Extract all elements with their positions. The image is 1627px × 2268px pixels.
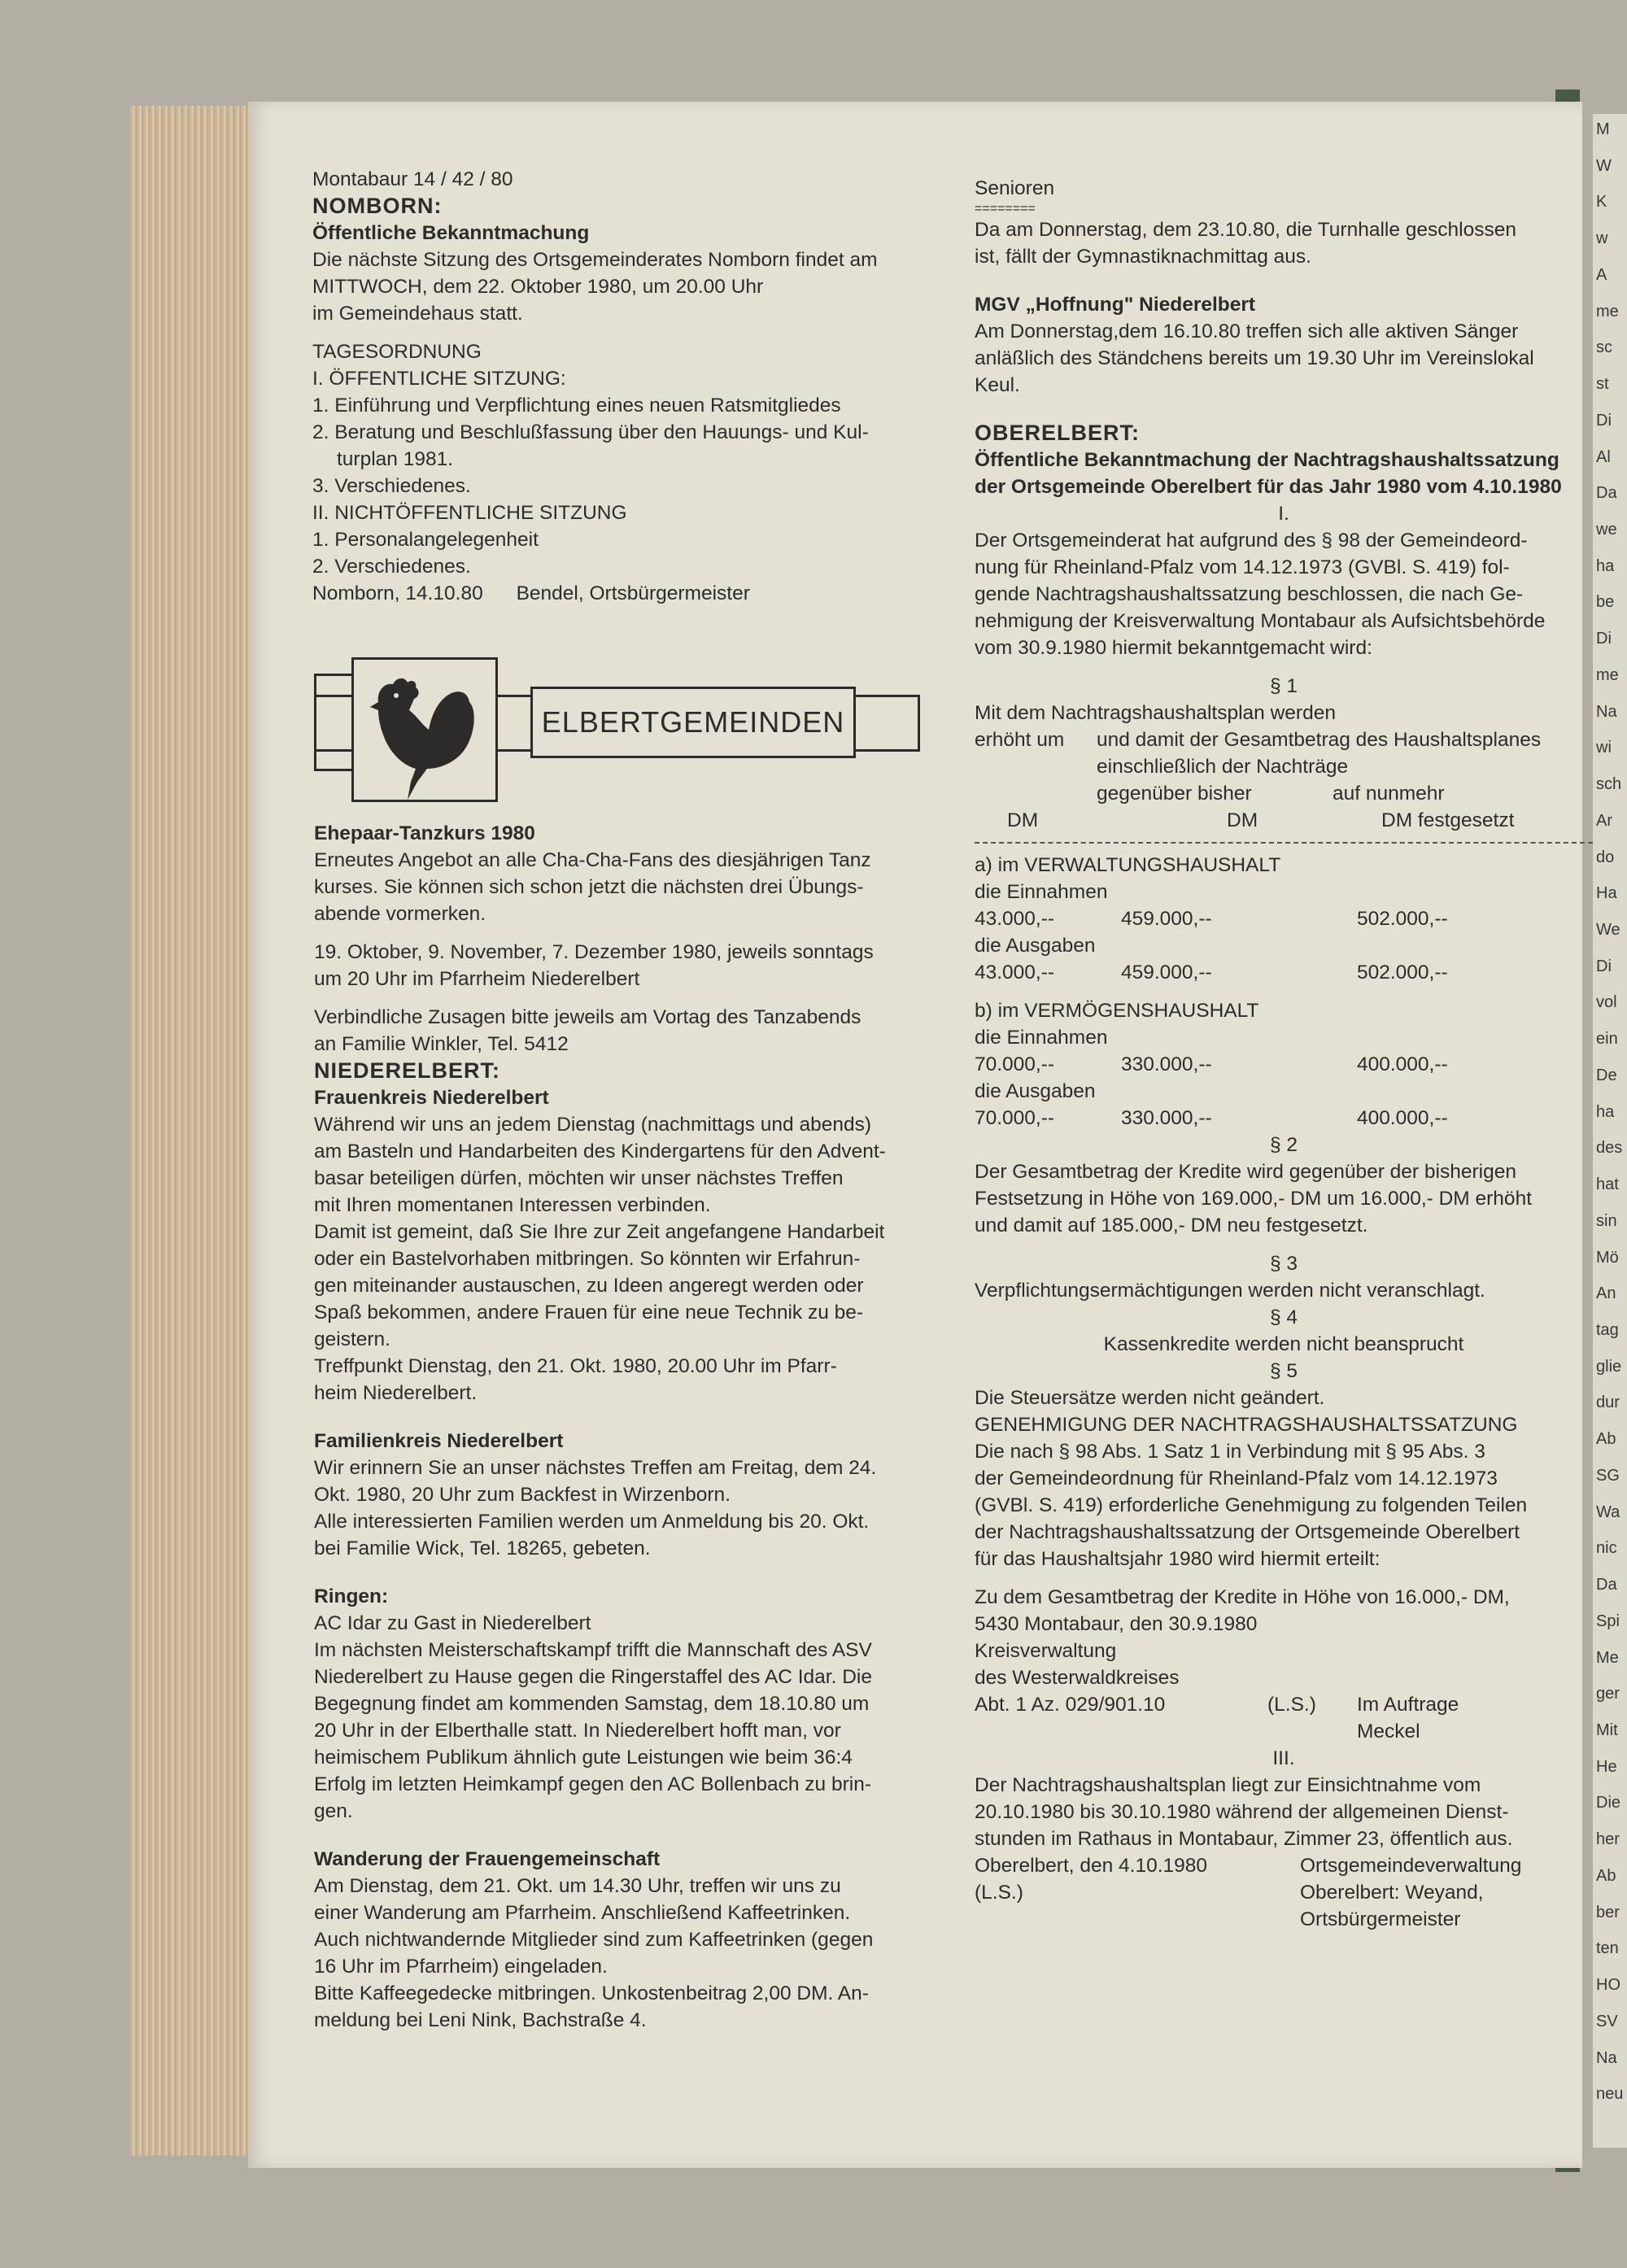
frauenkreis-line: oder ein Bastelvorhaben mitbringen. So könnten wir Erfahrun- [314,1248,861,1270]
next-page-text-fragment: K [1596,193,1607,212]
oberelbert-heading: OBERELBERT: [975,421,1141,445]
next-page-text-fragment: HO [1596,1976,1620,1995]
next-page-text-fragment: ten [1596,1939,1619,1958]
ringen-line: Begegnung findet am kommenden Samstag, dem 18.10.80 um [314,1693,870,1715]
tanzkurs-line: kurses. Sie können sich schon jetzt die nächsten drei Übungs- [314,876,864,898]
nomborn-title: Öffentliche Bekanntmachung [312,222,590,244]
nomborn-heading: NOMBORN: [312,194,443,218]
wanderung-line: einer Wanderung am Pfarrheim. Anschließend Kaffeetrinken. [314,1902,851,1924]
frauenkreis-line: mit Ihren momentanen Interessen verbinden. [314,1194,711,1216]
paragraph-5-heading: § 5 [1269,1360,1298,1382]
a-aus-label: die Ausgaben [975,935,1096,957]
next-page-text-fragment: Di [1596,630,1612,648]
familienkreis-line: Okt. 1980, 20 Uhr zum Backfest in Wirzenborn. [314,1484,731,1506]
ringen-line: heimischem Publikum ähnlich gute Leistungen wie beim 36:4 [314,1747,853,1769]
banner-label-box [530,687,856,758]
senioren-line: Da am Donnerstag, dem 23.10.80, die Turnhalle geschlossen [975,219,1516,241]
senioren-underline: ======== [975,202,1036,216]
table-cell: 459.000,-- [1121,962,1212,984]
table-row [975,905,1593,932]
ringen-line: AC Idar zu Gast in Niederelbert [314,1612,591,1634]
a-title: a) im VERWALTUNGSHAUSHALT [975,854,1281,876]
next-page-text-fragment: Al [1596,447,1611,466]
kredite-line: Zu dem Gesamtbetrag der Kredite in Höhe von 16.000,- DM, [975,1586,1510,1608]
next-page-text-fragment: nic [1596,1539,1617,1558]
familienkreis-line: bei Familie Wick, Tel. 18265, gebeten. [314,1537,651,1559]
ringen-line: Im nächsten Meisterschaftskampf trifft die Mannschaft des ASV [314,1639,872,1661]
next-page-text-fragment: A [1596,265,1607,284]
table-cell: 70.000,-- [975,1107,1055,1129]
next-page-text-fragment: Mö [1596,1248,1619,1267]
oberelbert-intro: vom 30.9.1980 hiermit bekanntgemacht wird: [975,637,1372,659]
table-units-row [975,807,1593,834]
wanderung-line: Auch nichtwandernde Mitglieder sind zum Kaffeetrinken (gegen [314,1929,874,1951]
nomborn-line: im Gemeindehaus statt. [312,303,523,325]
agenda-item: 1. Personalangelegenheit [312,529,539,551]
next-page-text-fragment: st [1596,375,1609,394]
next-page-text-fragment: M [1596,120,1610,138]
next-page-text-fragment: hat [1596,1175,1619,1194]
auslegung-line: Der Nachtragshaushaltsplan liegt zur Einsichtnahme vom [975,1774,1481,1796]
genehmigung-line: der Nachtragshaushaltssatzung der Ortsgemeinde Oberelbert [975,1521,1520,1543]
left-column [312,166,947,607]
col-head-total: und damit der Gesamtbetrag des Haushaltsplanes [1097,729,1542,751]
nomborn-line: Die nächste Sitzung des Ortsgemeinderates Nomborn findet am [312,249,878,271]
frauenkreis-title: Frauenkreis Niederelbert [314,1087,549,1109]
nomborn-signature: Nomborn, 14.10.80 Bendel, Ortsbürgermeister [312,582,750,604]
table-cell: 502.000,-- [1357,962,1448,984]
ringen-line: gen. [314,1800,353,1822]
tanzkurs-line: Erneutes Angebot an alle Cha-Cha-Fans des diesjährigen Tanz [314,849,871,871]
nomborn-line: MITTWOCH, dem 22. Oktober 1980, um 20.00 Uhr [312,276,764,298]
signatory: Meckel [1357,1721,1420,1742]
next-page-text-fragment: De [1596,1066,1617,1084]
next-page-text-fragment: SG [1596,1466,1620,1485]
rooster-icon [351,657,498,802]
a-ein-label: die Einnahmen [975,881,1108,903]
next-page-text-fragment: Di [1596,957,1612,975]
table-row [975,1105,1593,1132]
next-page-text-fragment: her [1596,1830,1620,1849]
genehmigung-line: GENEHMIGUNG DER NACHTRAGSHAUSHALTSSATZUNG [975,1414,1518,1436]
mgv-line: Am Donnerstag,dem 16.10.80 treffen sich alle aktiven Sänger [975,321,1519,342]
frauenkreis-line: basar beteiligen dürfen, möchten wir unser nächstes Treffen [314,1167,844,1189]
table-header [975,726,1593,753]
table-header-row-3 [975,780,1593,807]
col-head-new: auf nunmehr [1333,783,1445,805]
next-page-text-fragment: Wa [1596,1503,1620,1521]
next-page-text-fragment: W [1596,156,1612,175]
left-column-lower [314,820,949,2034]
next-page-text-fragment: Mit [1596,1721,1618,1739]
ringen-line: 20 Uhr in der Elberthalle statt. In Niederelbert hofft man, vor [314,1720,841,1742]
right-column [975,175,1593,1933]
next-page-text-fragment: glie [1596,1357,1622,1376]
banner-label: ELBERTGEMEINDEN [541,705,845,739]
frauenkreis-line: Spaß bekommen, andere Frauen für eine neue Technik zu be- [314,1302,864,1324]
paragraph-4-heading: § 4 [1269,1306,1298,1328]
next-page-text-fragment: des [1596,1139,1623,1158]
table-cell: 330.000,-- [1121,1107,1212,1129]
oberelbert-intro: nung für Rheinland-Pfalz vom 14.12.1973 (GVBl. S. 419) fol- [975,556,1510,578]
wanderung-title: Wanderung der Frauengemeinschaft [314,1848,661,1870]
familienkreis-line: Alle interessierten Familien werden um Anmeldung bis 20. Okt. [314,1511,870,1533]
agenda-heading: TAGESORDNUNG [312,341,482,363]
place-date: Oberelbert, den 4.10.1980 [975,1855,1208,1877]
agenda-item: turplan 1981. [337,448,454,470]
next-page-text-fragment: be [1596,593,1615,612]
next-page-text-fragment: Ar [1596,811,1612,830]
agenda-item: 2. Beratung und Beschlußfassung über den Hauungs- und Kul- [312,421,869,443]
next-page-text-fragment: dur [1596,1394,1620,1412]
agenda-item: 1. Einführung und Verpflichtung eines neuen Ratsmitgliedes [312,395,841,417]
genehmigung-line: (GVBl. S. 419) erforderliche Genehmigung zu folgenden Teilen [975,1494,1528,1516]
next-page-text-fragment: Ab [1596,1430,1616,1449]
wanderung-line: meldung bei Leni Nink, Bachstraße 4. [314,2009,647,2031]
agenda-item: I. ÖFFENTLICHE SITZUNG: [312,368,566,390]
table-cell: 43.000,-- [975,908,1055,930]
next-page-text-fragment: sch [1596,775,1622,794]
next-page-text-fragment: wi [1596,739,1612,757]
niederelbert-heading: NIEDERELBERT: [314,1058,501,1083]
unit-label: DM [1007,809,1039,831]
next-page-text-fragment: Spi [1596,1612,1620,1630]
table-intro: Mit dem Nachtragshaushaltsplan werden [975,702,1336,724]
next-page-text-fragment: Die [1596,1794,1621,1812]
section-number: III. [1272,1747,1295,1769]
oberelbert-title: Öffentliche Bekanntmachung der Nachtragshaushaltssatzung [975,449,1559,471]
familienkreis-title: Familienkreis Niederelbert [314,1430,564,1452]
on-behalf: Im Auftrage [1357,1694,1459,1716]
next-page-text-fragment: Da [1596,484,1617,503]
next-page-text-fragment: ha [1596,556,1615,575]
col-head-total-2: einschließlich der Nachträge [1097,756,1349,778]
genehmigung-line: für das Haushaltsjahr 1980 wird hiermit erteilt: [975,1548,1381,1570]
kredite-line: des Westerwaldkreises [975,1667,1180,1689]
section-number: I. [1278,503,1289,525]
next-page-fragment [1593,114,1627,2148]
paragraph-3-heading: § 3 [1269,1253,1298,1275]
unit-label: DM festgesetzt [1381,809,1515,831]
next-page-text-fragment: An [1596,1284,1616,1303]
col-head-increase: erhöht um [975,729,1065,751]
oberelbert-title: der Ortsgemeinde Oberelbert für das Jahr 1980 vom 4.10.1980 [975,476,1562,498]
frauenkreis-line: Während wir uns an jedem Dienstag (nachmittags und abends) [314,1114,872,1136]
paragraph-2-heading: § 2 [1269,1134,1298,1156]
next-page-text-fragment: Na [1596,702,1617,721]
table-cell: 43.000,-- [975,962,1055,984]
frauenkreis-line: geistern. [314,1328,390,1350]
next-page-text-fragment: Na [1596,2048,1617,2067]
tanzkurs-line: abende vormerken. [314,903,486,925]
next-page-text-fragment: Ha [1596,884,1617,903]
next-page-text-fragment: ber [1596,1903,1620,1921]
next-page-text-fragment: me [1596,302,1619,321]
auslegung-line: 20.10.1980 bis 30.10.1980 während der allgemeinen Dienst- [975,1801,1509,1823]
next-page-text-fragment: do [1596,848,1615,866]
table-cell: 459.000,-- [1121,908,1212,930]
para2-line: Festsetzung in Höhe von 169.000,- DM um 16.000,- DM erhöht [975,1188,1532,1210]
signature-block [975,1852,1593,1933]
b-ein-label: die Einnahmen [975,1027,1108,1049]
agenda-item: II. NICHTÖFFENTLICHE SITZUNG [312,502,627,524]
next-page-text-fragment: sc [1596,338,1612,357]
mgv-title: MGV „Hoffnung" Niederelbert [975,294,1256,316]
next-page-text-fragment: ger [1596,1685,1620,1703]
frauenkreis-line: heim Niederelbert. [314,1382,478,1404]
wanderung-line: Am Dienstag, dem 21. Okt. um 14.30 Uhr, treffen wir uns zu [314,1875,841,1897]
authority: Oberelbert: Weyand, [1300,1882,1484,1904]
table-row [975,1051,1593,1078]
next-page-text-fragment: We [1596,921,1620,939]
next-page-text-fragment: vol [1596,993,1617,1012]
b-title: b) im VERMÖGENSHAUSHALT [975,1000,1259,1022]
para3-line: Verpflichtungsermächtigungen werden nicht veranschlagt. [975,1280,1485,1302]
tanzkurs-line: Verbindliche Zusagen bitte jeweils am Vortag des Tanzabends [314,1006,861,1028]
mgv-line: anläßlich des Ständchens bereits um 19.30 Uhr im Vereinslokal [975,347,1534,369]
kredite-line: 5430 Montabaur, den 30.9.1980 [975,1613,1258,1635]
frauenkreis-line: gen miteinander austauschen, zu Ideen angeregt werden oder [314,1275,864,1297]
table-cell: 330.000,-- [1121,1053,1212,1075]
ringen-title: Ringen: [314,1585,389,1607]
next-page-text-fragment: SV [1596,2012,1618,2030]
next-page-text-fragment: tag [1596,1321,1619,1339]
senioren-line: ist, fällt der Gymnastiknachmittag aus. [975,246,1311,268]
next-page-text-fragment: Ab [1596,1866,1616,1885]
seal-marker: (L.S.) [975,1882,1023,1904]
authorization-row [975,1691,1593,1718]
table-cell: 502.000,-- [1357,908,1448,930]
tanzkurs-line: 19. Oktober, 9. November, 7. Dezember 1980, jeweils sonntags [314,941,874,963]
next-page-text-fragment: ha [1596,1102,1615,1121]
oberelbert-intro: nehmigung der Kreisverwaltung Montabaur als Aufsichtsbehörde [975,610,1546,632]
table-cell: 400.000,-- [1357,1107,1448,1129]
authority: Ortsgemeindeverwaltung [1300,1855,1522,1877]
ringen-line: Niederelbert zu Hause gegen die Ringerstaffel des AC Idar. Die [314,1666,872,1688]
mgv-line: Keul. [975,374,1020,396]
kredite-line: Kreisverwaltung [975,1640,1117,1662]
wanderung-line: Bitte Kaffeegedecke mitbringen. Unkostenbeitrag 2,00 DM. An- [314,1982,869,2004]
header-reference: Montabaur 14 / 42 / 80 [312,168,513,190]
para5-line: Die Steuersätze werden nicht geändert. [975,1387,1325,1409]
next-page-text-fragment: He [1596,1757,1617,1776]
auslegung-line: stunden im Rathaus in Montabaur, Zimmer 23, öffentlich aus. [975,1828,1513,1850]
senioren-title: Senioren [975,177,1055,199]
authority-title: Ortsbürgermeister [1300,1908,1461,1930]
next-page-text-fragment: Da [1596,1576,1617,1594]
elbertgemeinden-banner [314,657,923,802]
unit-label: DM [1227,809,1258,831]
col-head-previous: gegenüber bisher [1097,783,1252,805]
paragraph-1-heading: § 1 [1269,675,1298,697]
oberelbert-intro: gende Nachtragshaushaltssatzung beschlossen, die nach Ge- [975,583,1524,605]
file-reference: Abt. 1 Az. 029/901.10 [975,1694,1166,1716]
seal-marker: (L.S.) [1267,1694,1316,1716]
oberelbert-intro: Der Ortsgemeinderat hat aufgrund des § 98 der Gemeindeord- [975,530,1528,552]
para4-line: Kassenkredite werden nicht beansprucht [1103,1333,1464,1355]
genehmigung-line: der Gemeindeordnung für Rheinland-Pfalz vom 14.12.1973 [975,1468,1498,1489]
table-cell: 70.000,-- [975,1053,1055,1075]
agenda-item: 2. Verschiedenes. [312,556,471,578]
next-page-text-fragment: ein [1596,1030,1618,1049]
table-divider [975,842,1593,844]
next-page-text-fragment: we [1596,521,1617,539]
tanzkurs-title: Ehepaar-Tanzkurs 1980 [314,822,535,844]
para2-line: und damit auf 185.000,- DM neu festgesetzt. [975,1215,1368,1236]
frauenkreis-line: am Basteln und Handarbeiten des Kindergartens für den Advent- [314,1141,886,1162]
next-page-text-fragment: me [1596,665,1619,684]
table-cell: 400.000,-- [1357,1053,1448,1075]
genehmigung-line: Die nach § 98 Abs. 1 Satz 1 in Verbindung mit § 95 Abs. 3 [975,1441,1485,1463]
frauenkreis-line: Damit ist gemeint, daß Sie Ihre zur Zeit angefangene Handarbeit [314,1221,885,1243]
frauenkreis-line: Treffpunkt Dienstag, den 21. Okt. 1980, 20.00 Uhr im Pfarr- [314,1355,837,1377]
next-page-text-fragment: neu [1596,2085,1624,2104]
wanderung-line: 16 Uhr im Pfarrheim) eingeladen. [314,1956,608,1978]
next-page-text-fragment: sin [1596,1211,1617,1230]
ringen-line: Erfolg im letzten Heimkampf gegen den AC Bollenbach zu brin- [314,1773,871,1795]
next-page-text-fragment: Me [1596,1648,1619,1667]
next-page-text-fragment: Di [1596,411,1612,430]
next-page-text-fragment: w [1596,229,1608,248]
tanzkurs-line: um 20 Uhr im Pfarrheim Niederelbert [314,968,640,990]
b-aus-label: die Ausgaben [975,1080,1096,1102]
book-page-edges [130,106,252,2156]
para2-line: Der Gesamtbetrag der Kredite wird gegenüber der bisherigen [975,1161,1516,1183]
tanzkurs-line: an Familie Winkler, Tel. 5412 [314,1033,569,1055]
agenda-item: 3. Verschiedenes. [312,475,471,497]
familienkreis-line: Wir erinnern Sie an unser nächstes Treffen am Freitag, dem 24. [314,1457,877,1479]
table-row [975,959,1593,986]
